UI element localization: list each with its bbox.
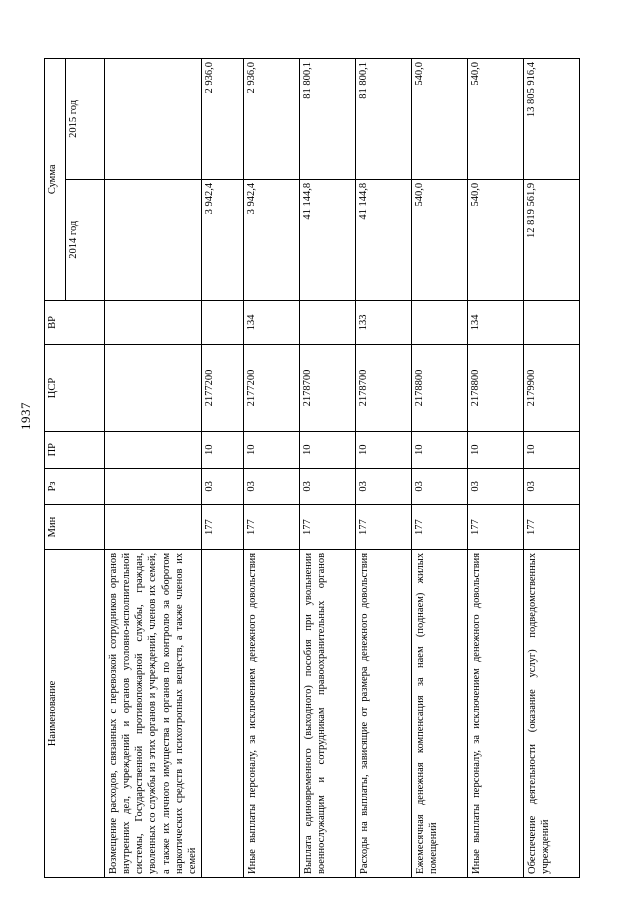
cell-sum-2015: 2 936,0 — [243, 59, 299, 180]
cell-csr: 2177200 — [243, 345, 299, 432]
table-row — [467, 59, 523, 878]
col-header-csr: ЦСР — [45, 345, 105, 432]
cell-sum-2015: 540,0 — [467, 59, 523, 180]
cell-csr: 2178800 — [467, 345, 523, 432]
cell-sum-2014: 41 144,8 — [299, 179, 355, 300]
table-row — [105, 59, 202, 878]
cell-name — [201, 549, 243, 877]
cell-name: Возмещение расходов, связанных с перевозкой сотрудников органов внутренних дел, учреждений и органов уголовно-исполнительной системы, Государственной противопожарной службы, граждан, уволенных со службы из этих органов и учреждений, членов их семей, а также их личного имущества и органов по контролю за оборотом наркотических средств и психотропных веществ, а также членов их семей — [105, 549, 202, 877]
cell-sum-2015: 2 936,0 — [201, 59, 243, 180]
cell-rz: 03 — [467, 468, 523, 505]
cell-vr — [299, 300, 355, 345]
cell-name: Иные выплаты персоналу, за исключением денежного довольствия — [243, 549, 299, 877]
cell-rz — [105, 468, 202, 505]
cell-sum-2015: 81 800,1 — [355, 59, 411, 180]
cell-min: 177 — [411, 505, 467, 550]
cell-min: 177 — [201, 505, 243, 550]
table-head — [45, 59, 105, 878]
cell-pr: 10 — [467, 431, 523, 468]
cell-pr: 10 — [523, 431, 579, 468]
col-header-sum-group: Сумма — [45, 59, 66, 301]
cell-min: 177 — [467, 505, 523, 550]
page-number: 1937 — [18, 402, 33, 430]
cell-vr — [201, 300, 243, 345]
cell-sum-2015 — [105, 59, 202, 180]
table-row — [201, 59, 243, 878]
rotated-table-wrapper — [44, 58, 604, 878]
col-header-min: Мин — [45, 505, 105, 550]
table-body — [105, 59, 580, 878]
cell-sum-2014: 540,0 — [411, 179, 467, 300]
cell-csr: 2178800 — [411, 345, 467, 432]
cell-name: Выплата единовременного (выходного) пособия при увольнении военнослужащим и сотрудникам правоохранительных органов — [299, 549, 355, 877]
cell-pr: 10 — [201, 431, 243, 468]
cell-name: Обеспечение деятельности (оказание услуг) подведомственных учреждений — [523, 549, 579, 877]
cell-name: Ежемесячная денежная компенсация за наем (поднаем) жилых помещений — [411, 549, 467, 877]
col-header-rz: Рз — [45, 468, 105, 505]
cell-sum-2014 — [105, 179, 202, 300]
cell-sum-2014: 12 819 561,9 — [523, 179, 579, 300]
cell-pr: 10 — [355, 431, 411, 468]
col-header-year-2015: 2015 год — [66, 59, 105, 180]
cell-name: Иные выплаты персоналу, за исключением денежного довольствия — [467, 549, 523, 877]
table-row — [355, 59, 411, 878]
cell-min: 177 — [243, 505, 299, 550]
cell-sum-2014: 3 942,4 — [201, 179, 243, 300]
col-header-pr: ПР — [45, 431, 105, 468]
col-header-year-2014: 2014 год — [66, 179, 105, 300]
cell-csr — [105, 345, 202, 432]
table-row — [523, 59, 579, 878]
cell-vr — [411, 300, 467, 345]
cell-pr — [105, 431, 202, 468]
cell-sum-2015: 13 805 916,4 — [523, 59, 579, 180]
cell-vr: 134 — [467, 300, 523, 345]
col-header-vr: ВР — [45, 300, 105, 345]
cell-rz: 03 — [355, 468, 411, 505]
cell-csr: 2177200 — [201, 345, 243, 432]
cell-pr: 10 — [411, 431, 467, 468]
table-row — [243, 59, 299, 878]
cell-min: 177 — [355, 505, 411, 550]
cell-sum-2014: 3 942,4 — [243, 179, 299, 300]
cell-min: 177 — [299, 505, 355, 550]
cell-rz: 03 — [411, 468, 467, 505]
cell-name: Расходы на выплаты, зависящие от размера денежного довольствия — [355, 549, 411, 877]
cell-sum-2014: 41 144,8 — [355, 179, 411, 300]
cell-vr — [523, 300, 579, 345]
cell-vr: 133 — [355, 300, 411, 345]
cell-vr — [105, 300, 202, 345]
cell-rz: 03 — [523, 468, 579, 505]
cell-sum-2015: 81 800,1 — [299, 59, 355, 180]
cell-rz: 03 — [299, 468, 355, 505]
cell-min: 177 — [523, 505, 579, 550]
cell-sum-2015: 540,0 — [411, 59, 467, 180]
cell-pr: 10 — [299, 431, 355, 468]
cell-min — [105, 505, 202, 550]
cell-pr: 10 — [243, 431, 299, 468]
cell-rz: 03 — [201, 468, 243, 505]
cell-csr: 2178700 — [355, 345, 411, 432]
col-header-name: Наименование — [45, 549, 105, 877]
table-row — [299, 59, 355, 878]
table-header-row-group — [45, 59, 66, 878]
table-row — [411, 59, 467, 878]
cell-vr: 134 — [243, 300, 299, 345]
cell-csr: 2179900 — [523, 345, 579, 432]
cell-csr: 2178700 — [299, 345, 355, 432]
cell-sum-2014: 540,0 — [467, 179, 523, 300]
cell-rz: 03 — [243, 468, 299, 505]
budget-table — [44, 58, 580, 878]
